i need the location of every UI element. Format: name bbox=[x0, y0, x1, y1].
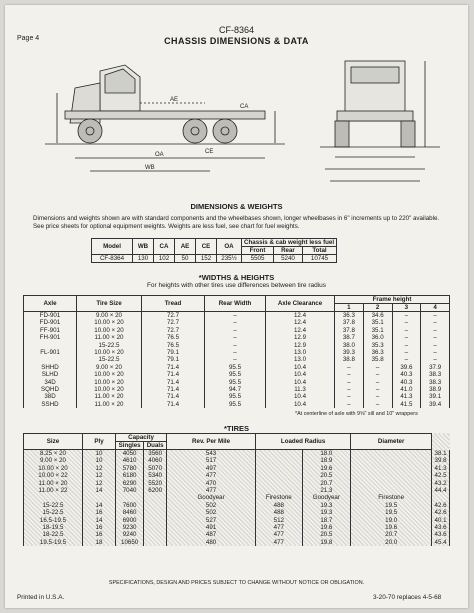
tires-row-cell: 43.6 bbox=[432, 524, 450, 531]
widths-row-cell bbox=[24, 342, 77, 349]
widths-row-cell: 11.00 × 20 bbox=[77, 334, 142, 341]
widths-row-cell: 10.00 × 20 bbox=[77, 371, 142, 378]
tires-row-cell: 4610 bbox=[116, 457, 144, 464]
tires-row-cell: 6290 bbox=[116, 480, 144, 487]
tires-row-cell bbox=[116, 494, 144, 501]
tires-row-cell: 3560 bbox=[144, 450, 167, 458]
tires-row bbox=[24, 531, 450, 538]
tires-row-cell bbox=[144, 494, 167, 501]
tires-row-cell: 4060 bbox=[144, 457, 167, 464]
tires-row bbox=[24, 494, 450, 501]
tires-row-cell: 18-22.5 bbox=[24, 531, 83, 538]
widths-row-cell: 10.00 × 20 bbox=[77, 379, 142, 386]
widths-row-cell: 12.4 bbox=[266, 327, 335, 334]
tires-row-cell: 491 bbox=[167, 524, 256, 531]
widths-row-cell: – bbox=[421, 334, 450, 341]
tires-row-cell: 39.8 bbox=[432, 457, 450, 464]
tires-row-cell: 502 bbox=[167, 509, 256, 516]
widths-row-cell: 71.4 bbox=[142, 386, 205, 393]
tires-row-cell: 9230 bbox=[116, 524, 144, 531]
footer-disclaimer: SPECIFICATIONS, DESIGN AND PRICES SUBJECT TO CHANGE WITHOUT NOTICE OR OBLIGATION. bbox=[108, 580, 365, 586]
footer-printed: Printed in U.S.A. bbox=[17, 594, 65, 601]
tires-row-cell bbox=[256, 465, 302, 472]
widths-row-cell: – bbox=[392, 356, 421, 363]
widths-row-cell: 72.7 bbox=[142, 319, 205, 326]
widths-row-cell: 35.8 bbox=[363, 356, 392, 363]
widths-row-cell: – bbox=[205, 327, 266, 334]
widths-row-cell: 39.4 bbox=[421, 401, 450, 408]
widths-row-cell: – bbox=[363, 371, 392, 378]
section-widths-heights: *WIDTHS & HEIGHTS bbox=[198, 273, 275, 282]
widths-row-cell: – bbox=[363, 401, 392, 408]
widths-row-cell: 72.7 bbox=[142, 327, 205, 334]
tires-row-cell: 477 bbox=[167, 487, 256, 494]
widths-row-cell: – bbox=[335, 386, 364, 393]
widths-row-cell: 79.1 bbox=[142, 356, 205, 363]
dimensions-note: Dimensions and weights shown are with standard components and the wheelbases shown, longer wheelbases in 6" increments up to 220" available. See price sheets for optional equipment weights. Weights are less fuel, see chart for fuel weights. bbox=[33, 215, 440, 230]
tires-row-cell: 16 bbox=[83, 524, 116, 531]
tires-row-cell: Goodyear bbox=[302, 494, 351, 501]
widths-row-cell: 95.5 bbox=[205, 379, 266, 386]
tires-row-cell: 14 bbox=[83, 517, 116, 524]
widths-row-cell: SQHD bbox=[24, 386, 77, 393]
tires-row-cell bbox=[256, 457, 302, 464]
tires-row-cell: 488 bbox=[256, 502, 302, 509]
tires-row-cell: 43.2 bbox=[432, 480, 450, 487]
widths-row-cell: – bbox=[421, 342, 450, 349]
tires-row-cell: 16 bbox=[83, 509, 116, 516]
widths-row-cell: – bbox=[392, 334, 421, 341]
widths-row-cell: 71.4 bbox=[142, 379, 205, 386]
tires-row-cell: 19.0 bbox=[351, 517, 432, 524]
widths-row bbox=[24, 349, 450, 356]
tires-row-cell: 45.4 bbox=[432, 539, 450, 546]
widths-row-cell: 10.00 × 20 bbox=[77, 319, 142, 326]
widths-row-cell: 12.4 bbox=[266, 319, 335, 326]
tires-row-cell: 6900 bbox=[116, 517, 144, 524]
tires-row-cell: 16 bbox=[83, 531, 116, 538]
widths-row-cell: 34.6 bbox=[363, 312, 392, 320]
widths-row bbox=[24, 401, 450, 408]
widths-row-cell: 10.4 bbox=[266, 401, 335, 408]
widths-row-cell: 37.8 bbox=[335, 319, 364, 326]
widths-row-cell: – bbox=[363, 364, 392, 371]
widths-row-cell: 39.6 bbox=[392, 364, 421, 371]
widths-row-cell: SHHD bbox=[24, 364, 77, 371]
truck-side-view-diagram bbox=[45, 53, 295, 193]
tires-row-cell bbox=[351, 465, 432, 472]
tires-row-cell: 6180 bbox=[116, 472, 144, 479]
widths-row-cell: FD-901 bbox=[24, 312, 77, 320]
tires-row-cell: 12 bbox=[83, 480, 116, 487]
tires-row-cell: 12 bbox=[83, 472, 116, 479]
tires-row-cell: 19.6 bbox=[302, 524, 351, 531]
widths-row-cell: – bbox=[421, 349, 450, 356]
widths-row-cell: 12.9 bbox=[266, 334, 335, 341]
tires-row-cell: 517 bbox=[167, 457, 256, 464]
tires-row-cell bbox=[144, 509, 167, 516]
widths-footnote: *At centerline of axle with 9⅝" sill and 10" wrappers bbox=[295, 411, 418, 417]
tires-row-cell: 19.8 bbox=[302, 539, 351, 546]
widths-row-cell: FF-901 bbox=[24, 327, 77, 334]
widths-row-cell: SLHD bbox=[24, 371, 77, 378]
widths-row-cell: – bbox=[205, 319, 266, 326]
widths-row-cell: 38.9 bbox=[421, 386, 450, 393]
tires-row-cell: 19.6 bbox=[351, 524, 432, 531]
tires-row-cell: 11.00 × 20 bbox=[24, 480, 83, 487]
tires-row-cell bbox=[144, 502, 167, 509]
widths-table: Axle Tire Size Tread Rear Width Axle Clearance Frame height 1 2 3 4 FD-901 9.00 × 20 72.7 – 12.4 36.3 34.6 – – FD-901 10.00 × 20 72.7 – 12.4 37.8 35.1 – – FF-901 10.00 × 20 72.7 – 12.4 37.8 35.1 – – FH-901 11.00 × 20 76.5 – 12.9 38.7 36.0 – – 15-22.5 76.5 – 12.9 38.0 35.3 – – FL-901 10.00 × 20 79.1 – 13.0 39.3 36.3 – – 15-22.5 79.1 – 13.0 38.8 35.8 – – SHHD 9.00 × 20 71.4 95.5 10.4 – – 39.6 37.9 SLHD 10.00 × 20 71.4 95.5 10.4 – – 40.3 38.3 34D 10.00 × 20 71.4 95.5 10.4 – – 40.3 38.3 SQHD 10.00 × 20 71.4 94.7 11.3 – – 41.0 38.9 38D 11.00 × 20 71.4 95.5 10.4 – – 41.3 39.1 SSHD 11.00 × 20 71.4 95.5 10.4 – – 41.5 39.4 bbox=[23, 295, 450, 408]
tires-row-cell: 7600 bbox=[116, 502, 144, 509]
widths-row-cell: 10.4 bbox=[266, 371, 335, 378]
widths-row-cell: 95.5 bbox=[205, 371, 266, 378]
widths-row-cell: 37.8 bbox=[335, 327, 364, 334]
widths-row bbox=[24, 371, 450, 378]
widths-row-cell: – bbox=[392, 312, 421, 320]
widths-row-cell: FH-901 bbox=[24, 334, 77, 341]
widths-row-cell: 95.5 bbox=[205, 401, 266, 408]
tires-row-cell: 527 bbox=[167, 517, 256, 524]
tires-row-cell: 4050 bbox=[116, 450, 144, 458]
widths-row bbox=[24, 327, 450, 334]
tires-row-cell: 19.3 bbox=[302, 502, 351, 509]
tires-row-cell: 19.5 bbox=[351, 509, 432, 516]
widths-row-cell: 36.3 bbox=[363, 349, 392, 356]
tires-row-cell bbox=[144, 531, 167, 538]
tires-row-cell bbox=[351, 457, 432, 464]
widths-row-cell: 36.3 bbox=[335, 312, 364, 320]
widths-row-cell: 38.8 bbox=[335, 356, 364, 363]
tires-row-cell: 477 bbox=[256, 531, 302, 538]
tires-row-cell: 15-22.5 bbox=[24, 509, 83, 516]
tires-row-cell bbox=[24, 494, 83, 501]
tires-row bbox=[24, 472, 450, 479]
widths-row-cell: 76.5 bbox=[142, 342, 205, 349]
widths-row-cell: 94.7 bbox=[205, 386, 266, 393]
tires-row-cell: 14 bbox=[83, 487, 116, 494]
tires-row-cell: 20.0 bbox=[351, 539, 432, 546]
tires-row-cell: 480 bbox=[167, 539, 256, 546]
dim-label-oa: OA bbox=[155, 152, 164, 158]
tires-row-cell: Firestone bbox=[351, 494, 432, 501]
widths-row-cell: 36.0 bbox=[363, 334, 392, 341]
widths-row-cell: – bbox=[335, 393, 364, 400]
widths-row-cell: FD-901 bbox=[24, 319, 77, 326]
widths-subheading: For heights with other tires use differences between tire radius bbox=[146, 282, 327, 289]
tires-row-cell: 18.7 bbox=[302, 517, 351, 524]
tires-row-cell: 20.7 bbox=[302, 480, 351, 487]
tires-row-cell: 10.00 × 20 bbox=[24, 465, 83, 472]
spec-sheet bbox=[5, 5, 468, 608]
widths-row-cell: 12.4 bbox=[266, 312, 335, 320]
widths-row-cell: FL-901 bbox=[24, 349, 77, 356]
widths-row-cell: SSHD bbox=[24, 401, 77, 408]
widths-row-cell: 11.00 × 20 bbox=[77, 393, 142, 400]
tires-row-cell: Firestone bbox=[256, 494, 302, 501]
widths-row-cell: – bbox=[363, 379, 392, 386]
widths-row bbox=[24, 356, 450, 363]
tires-row-cell: 487 bbox=[167, 531, 256, 538]
tires-row-cell: 41.3 bbox=[432, 465, 450, 472]
dim-label-ae: AE bbox=[170, 97, 179, 103]
widths-row bbox=[24, 342, 450, 349]
widths-row-cell: – bbox=[421, 312, 450, 320]
tires-row-cell: 8460 bbox=[116, 509, 144, 516]
tires-row-cell: 512 bbox=[256, 517, 302, 524]
widths-row-cell: 71.4 bbox=[142, 371, 205, 378]
widths-row-cell: 38.0 bbox=[335, 342, 364, 349]
widths-row-cell: 11.3 bbox=[266, 386, 335, 393]
dim-label-wb: WB bbox=[145, 165, 155, 171]
widths-row-cell: – bbox=[392, 319, 421, 326]
widths-row-cell: 12.9 bbox=[266, 342, 335, 349]
tires-row-cell: 8.25 × 20 bbox=[24, 450, 83, 458]
widths-row-cell: 10.00 × 20 bbox=[77, 349, 142, 356]
widths-row-cell: 10.4 bbox=[266, 364, 335, 371]
widths-row-cell: 38D bbox=[24, 393, 77, 400]
tires-row-cell bbox=[144, 517, 167, 524]
widths-row-cell: – bbox=[335, 401, 364, 408]
tires-row bbox=[24, 487, 450, 494]
tires-row-cell: 18.0 bbox=[302, 450, 351, 458]
tires-row-cell bbox=[432, 494, 450, 501]
widths-row-cell: 9.00 × 20 bbox=[77, 364, 142, 371]
dimensions-table: Model WB CA AE CE OA Chassis & cab weight less fuel Front Rear Total CF-8364 130 102 50 152 235½ 5505 5240 10745 bbox=[91, 238, 337, 263]
tires-row-cell: 18 bbox=[83, 539, 116, 546]
tires-row-cell: 543 bbox=[167, 450, 256, 458]
tires-row-cell: 477 bbox=[256, 539, 302, 546]
tires-row-cell: 18.9 bbox=[302, 457, 351, 464]
tires-row bbox=[24, 509, 450, 516]
widths-row-cell: 10.4 bbox=[266, 393, 335, 400]
tires-row-cell: 5780 bbox=[116, 465, 144, 472]
widths-row-cell: 35.1 bbox=[363, 319, 392, 326]
footer-revision: 3-20-70 replaces 4-5-68 bbox=[373, 594, 442, 601]
widths-row-cell: – bbox=[335, 379, 364, 386]
tires-row-cell: 20.5 bbox=[302, 472, 351, 479]
widths-row-cell: 71.4 bbox=[142, 401, 205, 408]
model-title: CF-8364 bbox=[218, 25, 254, 35]
widths-row-cell: 35.1 bbox=[363, 327, 392, 334]
tires-row-cell: 9.00 × 20 bbox=[24, 457, 83, 464]
widths-row-cell: – bbox=[421, 327, 450, 334]
widths-row-cell: – bbox=[205, 356, 266, 363]
tires-row-cell: 6200 bbox=[144, 487, 167, 494]
widths-row bbox=[24, 379, 450, 386]
tires-row-cell: 19.5-19.5 bbox=[24, 539, 83, 546]
widths-row-cell: 95.5 bbox=[205, 393, 266, 400]
tires-row-cell: 38.1 bbox=[432, 450, 450, 458]
tires-row-cell bbox=[256, 472, 302, 479]
tires-row bbox=[24, 524, 450, 531]
widths-row-cell: 9.00 × 20 bbox=[77, 312, 142, 320]
widths-row-cell: 38.7 bbox=[335, 334, 364, 341]
tires-row-cell: 42.6 bbox=[432, 502, 450, 509]
widths-row-cell: 15-22.5 bbox=[77, 342, 142, 349]
widths-row-cell: 71.4 bbox=[142, 393, 205, 400]
widths-row-cell: 41.5 bbox=[392, 401, 421, 408]
page-title: CHASSIS DIMENSIONS & DATA bbox=[164, 36, 309, 46]
tires-row-cell: 7040 bbox=[116, 487, 144, 494]
tires-row-cell: 9240 bbox=[116, 531, 144, 538]
tires-row-cell: 18-19.5 bbox=[24, 524, 83, 531]
widths-row-cell: 10.00 × 20 bbox=[77, 386, 142, 393]
tires-row-cell: 21.3 bbox=[302, 487, 351, 494]
tires-row-cell: 15-22.5 bbox=[24, 502, 83, 509]
tires-row-cell: 497 bbox=[167, 465, 256, 472]
dimensions-row: CF-8364 130 102 50 152 235½ 5505 5240 10745 bbox=[92, 255, 337, 263]
widths-row-cell: – bbox=[205, 334, 266, 341]
widths-row-cell: – bbox=[363, 386, 392, 393]
widths-row-cell: 41.0 bbox=[392, 386, 421, 393]
widths-row-cell: 10.4 bbox=[266, 379, 335, 386]
section-dimensions-weights: DIMENSIONS & WEIGHTS bbox=[190, 202, 283, 211]
widths-row-cell: 40.3 bbox=[392, 371, 421, 378]
tires-row-cell: 19.6 bbox=[302, 465, 351, 472]
tires-row-cell bbox=[256, 450, 302, 458]
tires-row-cell: 16.5-19.5 bbox=[24, 517, 83, 524]
widths-row-cell: 38.3 bbox=[421, 371, 450, 378]
tires-row-cell bbox=[144, 524, 167, 531]
tires-row bbox=[24, 465, 450, 472]
tires-row bbox=[24, 502, 450, 509]
tires-row-cell: 19.3 bbox=[302, 509, 351, 516]
widths-row-cell: 79.1 bbox=[142, 349, 205, 356]
tires-row-cell: 477 bbox=[256, 524, 302, 531]
tires-row-cell: 20.7 bbox=[351, 531, 432, 538]
tires-row-cell: 477 bbox=[167, 472, 256, 479]
widths-row-cell: – bbox=[392, 327, 421, 334]
widths-row-cell: 39.3 bbox=[335, 349, 364, 356]
widths-row-cell bbox=[24, 356, 77, 363]
tires-row-cell: 5520 bbox=[144, 480, 167, 487]
widths-row-cell: – bbox=[335, 371, 364, 378]
widths-row-cell: 13.0 bbox=[266, 349, 335, 356]
widths-row-cell: 38.3 bbox=[421, 379, 450, 386]
tires-row-cell: 43.6 bbox=[432, 531, 450, 538]
tires-row-cell bbox=[351, 472, 432, 479]
tires-row-cell: 488 bbox=[256, 509, 302, 516]
widths-row bbox=[24, 393, 450, 400]
widths-row-cell: 39.1 bbox=[421, 393, 450, 400]
dim-label-ce: CE bbox=[205, 149, 214, 155]
tires-row-cell bbox=[351, 487, 432, 494]
widths-row bbox=[24, 386, 450, 393]
widths-row-cell: 76.5 bbox=[142, 334, 205, 341]
widths-row-cell: 72.7 bbox=[142, 312, 205, 320]
widths-row-cell: 35.3 bbox=[363, 342, 392, 349]
weight-group-header: Chassis & cab weight less fuel bbox=[242, 239, 337, 247]
widths-row-cell: – bbox=[392, 342, 421, 349]
tires-row-cell bbox=[351, 480, 432, 487]
tires-row bbox=[24, 480, 450, 487]
widths-row-cell: 34D bbox=[24, 379, 77, 386]
widths-row-cell: 10.00 × 20 bbox=[77, 327, 142, 334]
widths-row-cell: – bbox=[335, 364, 364, 371]
section-tires: *TIRES bbox=[223, 424, 249, 433]
tires-row-cell: 10 bbox=[83, 457, 116, 464]
tires-table: Size Ply Capacity Rev. Per Mile Loaded Radius Diameter Singles Duals 8.25 × 20 10 4050 3560 543 18.0 38.1 9.00 × 20 10 4610 4060 517 18.9 39.8 10.00 × 20 12 5780 5070 497 19.6 41.3 10.00 × 22 12 6180 5340 477 20.5 42.5 11.00 × 20 12 6290 5520 470 20.7 43.2 11.00 × 22 14 7040 6200 477 21.3 44.4 Goodyear Firestone Goodyear Firestone 15-22.5 14 7600 502 488 19.3 19.5 42.6 15-22.5 16 8460 502 488 19.3 19.5 42.6 16.5-19.5 14 6900 527 512 18.7 19.0 40.1 18-19.5 16 9230 491 477 19.6 19.6 43.6 18-22.5 16 9240 487 477 20.5 20.7 43.6 19.5-19.5 18 10650 480 477 19.8 20.0 45.4 bbox=[23, 433, 450, 546]
widths-row-cell: 13.0 bbox=[266, 356, 335, 363]
tires-row-cell bbox=[144, 539, 167, 546]
widths-row-cell: 15-22.5 bbox=[77, 356, 142, 363]
widths-row-cell: – bbox=[363, 393, 392, 400]
tires-row-cell bbox=[83, 494, 116, 501]
truck-front-view-diagram bbox=[315, 53, 445, 193]
tires-row-cell bbox=[256, 487, 302, 494]
widths-row-cell: 71.4 bbox=[142, 364, 205, 371]
widths-row-cell: 40.3 bbox=[392, 379, 421, 386]
tires-row-cell bbox=[351, 450, 432, 458]
tires-row bbox=[24, 450, 450, 458]
widths-row-cell: 11.00 × 20 bbox=[77, 401, 142, 408]
tires-row-cell: 12 bbox=[83, 465, 116, 472]
widths-row-cell: 95.5 bbox=[205, 364, 266, 371]
tires-row-cell: 5070 bbox=[144, 465, 167, 472]
tires-row-cell: 20.5 bbox=[302, 531, 351, 538]
tires-row bbox=[24, 539, 450, 546]
tires-row-cell bbox=[256, 480, 302, 487]
widths-row bbox=[24, 334, 450, 341]
tires-row-cell: 10650 bbox=[116, 539, 144, 546]
widths-row-cell: – bbox=[205, 342, 266, 349]
dim-label-ca: CA bbox=[240, 104, 249, 110]
tires-row-cell: Goodyear bbox=[167, 494, 256, 501]
tires-row-cell: 44.4 bbox=[432, 487, 450, 494]
widths-row bbox=[24, 319, 450, 326]
widths-row-cell: – bbox=[421, 319, 450, 326]
widths-row-cell: – bbox=[392, 349, 421, 356]
tires-row-cell: 40.1 bbox=[432, 517, 450, 524]
tires-row-cell: 470 bbox=[167, 480, 256, 487]
tires-row-cell: 14 bbox=[83, 502, 116, 509]
tires-row-cell: 42.5 bbox=[432, 472, 450, 479]
tires-row-cell: 10 bbox=[83, 450, 116, 458]
tires-row-cell: 5340 bbox=[144, 472, 167, 479]
page-number: Page 4 bbox=[17, 35, 40, 42]
widths-row bbox=[24, 364, 450, 371]
tires-row-cell: 502 bbox=[167, 502, 256, 509]
widths-row-cell: – bbox=[205, 349, 266, 356]
tires-row-cell: 11.00 × 22 bbox=[24, 487, 83, 494]
tires-row bbox=[24, 457, 450, 464]
widths-row-cell: 41.3 bbox=[392, 393, 421, 400]
tires-row-cell: 19.5 bbox=[351, 502, 432, 509]
widths-row-cell: 37.9 bbox=[421, 364, 450, 371]
widths-row-cell: – bbox=[421, 356, 450, 363]
widths-row-cell: – bbox=[205, 312, 266, 320]
tires-row bbox=[24, 517, 450, 524]
widths-row bbox=[24, 312, 450, 320]
tires-row-cell: 10.00 × 22 bbox=[24, 472, 83, 479]
tires-row-cell: 42.6 bbox=[432, 509, 450, 516]
